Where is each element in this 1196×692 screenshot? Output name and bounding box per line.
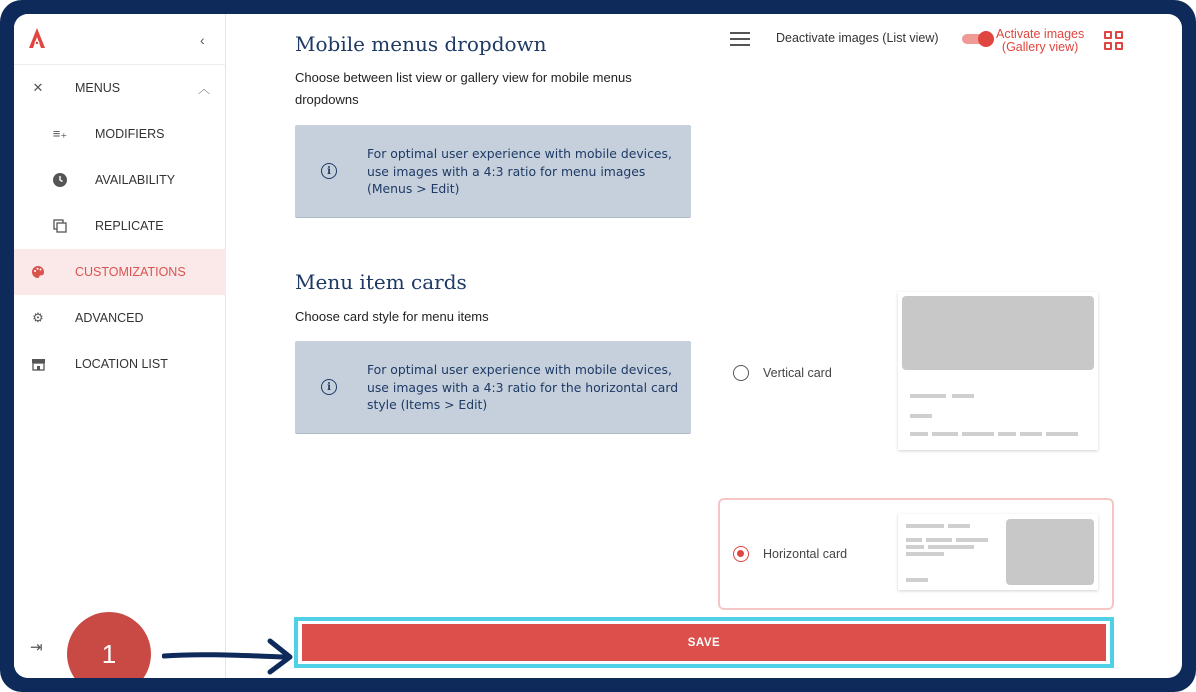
list-add-icon: ≡₊ (52, 126, 68, 141)
step-badge: 1 (67, 612, 151, 678)
horizontal-card-label: Horizontal card (763, 547, 848, 561)
activate-images-line1: Activate images (996, 27, 1085, 41)
sidebar-item-label: MODIFIERS (95, 127, 165, 141)
deactivate-images-label: Deactivate images (List view) (776, 31, 939, 45)
vertical-card-preview (898, 292, 1098, 450)
mobile-menus-title: Mobile menus dropdown (295, 32, 547, 56)
arrow-icon (162, 636, 298, 676)
gallery-grid-icon (1104, 31, 1124, 51)
app-logo-icon (28, 28, 46, 50)
vertical-card-radio[interactable] (733, 365, 749, 381)
vertical-card-option[interactable] (733, 365, 832, 381)
info-icon: i (321, 163, 337, 179)
menu-item-cards-title: Menu item cards (295, 270, 467, 294)
activate-images-line2: (Gallery view) (1001, 40, 1079, 54)
gallery-view-toggle[interactable] (962, 31, 994, 45)
save-button[interactable]: SAVE (302, 624, 1106, 661)
sidebar (14, 14, 226, 678)
activate-images-label (996, 28, 1084, 54)
sidebar-item-label: CUSTOMIZATIONS (75, 265, 186, 279)
horizontal-card-preview (898, 514, 1098, 590)
gears-icon: ⚙ (32, 310, 44, 325)
vertical-card-label: Vertical card (763, 366, 832, 380)
customizations-panel (226, 14, 1182, 678)
app-window (14, 14, 1182, 678)
sidebar-item-label: AVAILABILITY (95, 173, 176, 187)
sidebar-item-advanced[interactable] (14, 295, 226, 341)
sidebar-item-availability[interactable] (14, 157, 226, 203)
info-text: For optimal user experience with mobile devices, use images with a 4:3 ratio for the horizontal card style (Items > Edit) (367, 362, 679, 412)
info-icon: i (321, 379, 337, 395)
info-text: For optimal user experience with mobile devices, use images with a 4:3 ratio for menu images (Menus > Edit) (367, 146, 672, 196)
menu-item-cards-info-box (295, 341, 691, 434)
copy-icon (52, 218, 68, 234)
mobile-menus-description: Choose between list view or gallery view for mobile menus dropdowns (295, 70, 632, 107)
palette-icon (30, 264, 46, 280)
sidebar-item-modifiers[interactable] (14, 111, 226, 157)
collapse-sidebar-icon[interactable]: ‹ (200, 32, 205, 48)
horizontal-card-option[interactable] (733, 546, 847, 562)
utensils-icon: ✕ (32, 80, 44, 95)
horizontal-card-radio[interactable] (733, 546, 749, 562)
sidebar-item-label: REPLICATE (95, 219, 164, 233)
menu-icon[interactable] (730, 32, 750, 46)
logout-icon[interactable]: ⇥ (30, 639, 43, 656)
sidebar-item-label: MENUS (75, 81, 121, 95)
sidebar-item-location-list[interactable] (14, 341, 226, 387)
sidebar-item-customizations[interactable] (14, 249, 226, 295)
sidebar-item-replicate[interactable] (14, 203, 226, 249)
chevron-up-icon[interactable]: ︿ (198, 81, 211, 96)
sidebar-item-label: LOCATION LIST (75, 357, 168, 371)
mobile-menus-info-box (295, 125, 691, 218)
clock-icon (52, 172, 68, 188)
menu-item-cards-description: Choose card style for menu items (295, 309, 489, 324)
sidebar-item-label: ADVANCED (75, 311, 144, 325)
storefront-icon (30, 356, 46, 372)
sidebar-item-menus[interactable] (14, 65, 226, 111)
